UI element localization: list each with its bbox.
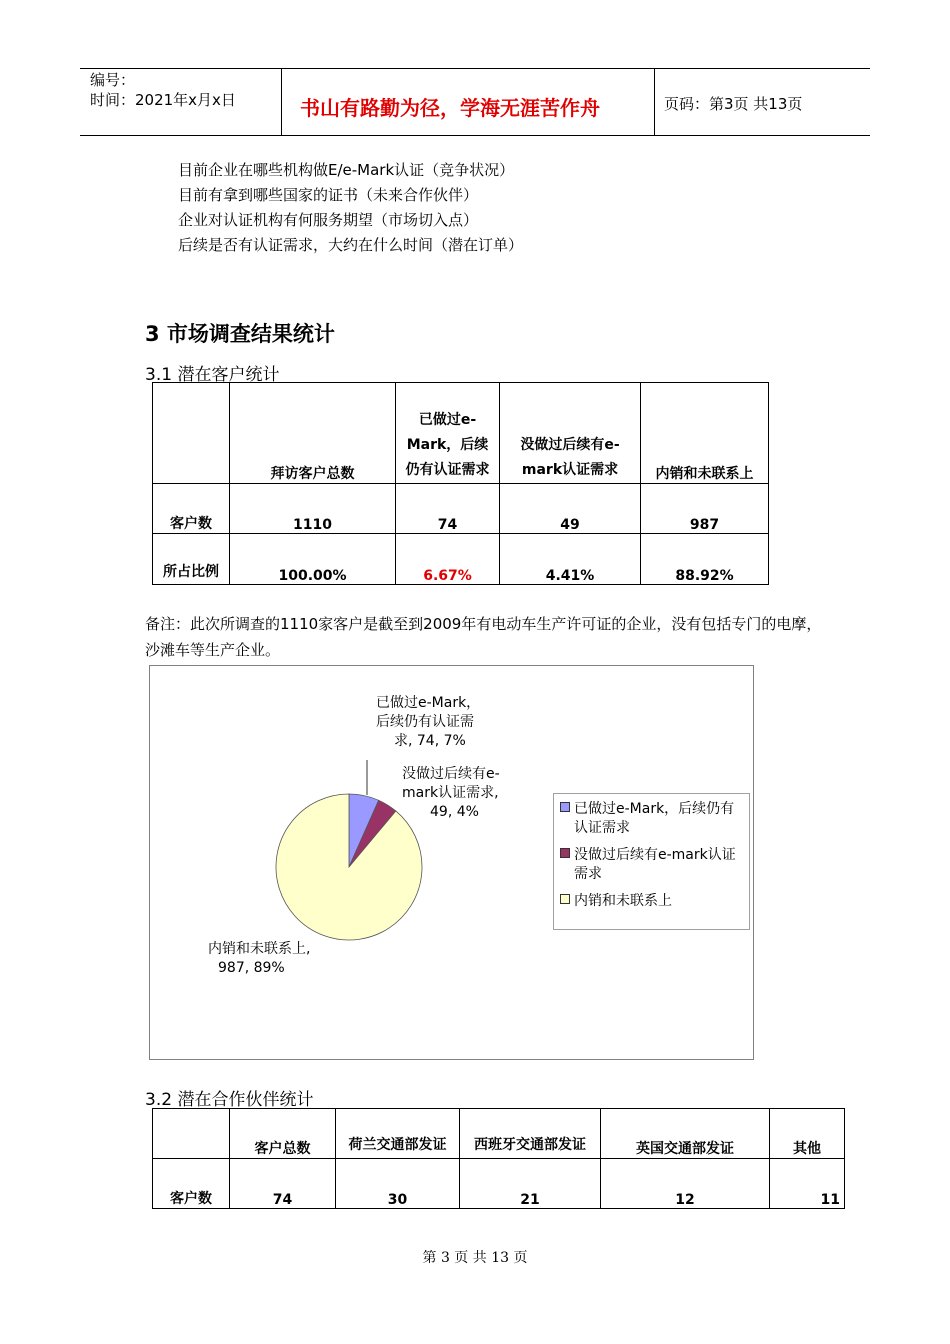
table-cell: 987	[641, 484, 769, 534]
potential-customers-table	[152, 382, 769, 585]
table-note: 备注：此次所调查的1110家客户是截至到2009年有电动车生产许可证的企业，没有包括专门的电摩，沙滩车等生产企业。	[145, 615, 822, 659]
header-top-rule	[80, 68, 870, 69]
header-divider	[654, 68, 655, 136]
table-cell: 客户数	[153, 484, 230, 534]
legend-item	[560, 892, 672, 911]
pie-label-line: 求, 74, 7%	[394, 733, 466, 749]
legend-label: 需求	[574, 866, 602, 882]
legend-swatch	[560, 802, 570, 812]
legend-swatch	[560, 848, 570, 858]
header-page-info: 页码：第3页 共13页	[664, 95, 803, 113]
table-header-cell: 已做过e-Mark，后续仍有认证需求	[396, 383, 500, 484]
legend-item	[560, 800, 734, 838]
legend-item	[560, 846, 736, 884]
page-footer: 第 3 页 共 13 页	[422, 1250, 528, 1266]
pie-label-line: 后续仍有认证需	[376, 714, 474, 730]
pie-label-line: mark认证需求,	[402, 785, 499, 801]
legend-label: 内销和未联系上	[574, 893, 672, 909]
table-header-cell	[153, 383, 230, 484]
pie-label-line: 已做过e-Mark，	[376, 695, 481, 711]
legend-label: 认证需求	[574, 820, 630, 836]
subsection-title: 3.1 潜在客户统计	[145, 365, 280, 385]
table-cell: 12	[601, 1159, 770, 1209]
pie-label-line: 49, 4%	[430, 804, 479, 820]
table-header-cell: 客户总数	[230, 1109, 336, 1159]
table-header-cell: 西班牙交通部发证	[460, 1109, 601, 1159]
header-motto: 书山有路勤为径，学海无涯苦作舟	[300, 96, 600, 120]
table-cell: 74	[396, 484, 500, 534]
table-cell: 4.41%	[500, 534, 641, 585]
pie-label-emark	[376, 694, 480, 751]
table-header-cell	[153, 1109, 230, 1159]
header-bottom-rule	[80, 135, 870, 136]
table-cell: 74	[230, 1159, 336, 1209]
table-cell: 客户数	[153, 1159, 230, 1209]
header-divider	[281, 68, 282, 136]
intro-line: 后续是否有认证需求，大约在什么时间（潜在订单）	[178, 236, 524, 254]
intro-line: 目前有拿到哪些国家的证书（未来合作伙伴）	[178, 186, 479, 204]
table-header-cell: 没做过后续有e-mark认证需求	[500, 383, 641, 484]
header-date: 时间：2021年x月x日	[90, 91, 236, 109]
pie-slice-domestic	[276, 794, 422, 940]
pie-label-line: 没做过后续有e-	[402, 766, 500, 782]
legend-label: 已做过e-Mark，后续仍有	[574, 801, 735, 817]
subsection-title: 3.2 潜在合作伙伴统计	[145, 1090, 314, 1110]
intro-line: 企业对认证机构有何服务期望（市场切入点）	[178, 211, 479, 229]
table-cell-highlight: 6.67%	[396, 534, 500, 585]
table-header-cell: 荷兰交通部发证	[336, 1109, 460, 1159]
header-code-label: 编号：	[90, 71, 136, 89]
pie-label-line: 987, 89%	[218, 960, 285, 976]
table-cell: 30	[336, 1159, 460, 1209]
table-header-cell: 内销和未联系上	[641, 383, 769, 484]
table-cell: 所占比例	[153, 534, 230, 585]
section-title: 3 市场调查结果统计	[145, 322, 335, 346]
chart-legend	[553, 793, 750, 930]
table-cell: 11	[770, 1159, 845, 1209]
pie-label-domestic	[208, 940, 310, 978]
table-cell: 1110	[230, 484, 396, 534]
table-cell: 21	[460, 1159, 601, 1209]
pie-label-line: 内销和未联系上,	[208, 941, 311, 957]
legend-label: 没做过后续有e-mark认证	[574, 847, 736, 863]
table-cell: 49	[500, 484, 641, 534]
table-header-cell: 英国交通部发证	[601, 1109, 770, 1159]
pie-label-no-emark	[402, 765, 500, 822]
intro-line: 目前企业在哪些机构做E/e-Mark认证（竞争状况）	[178, 161, 515, 179]
potential-partners-table	[152, 1108, 845, 1209]
legend-swatch	[560, 894, 570, 904]
table-header-cell: 拜访客户总数	[230, 383, 396, 484]
table-header-cell: 其他	[770, 1109, 845, 1159]
table-cell: 88.92%	[641, 534, 769, 585]
table-cell: 100.00%	[230, 534, 396, 585]
